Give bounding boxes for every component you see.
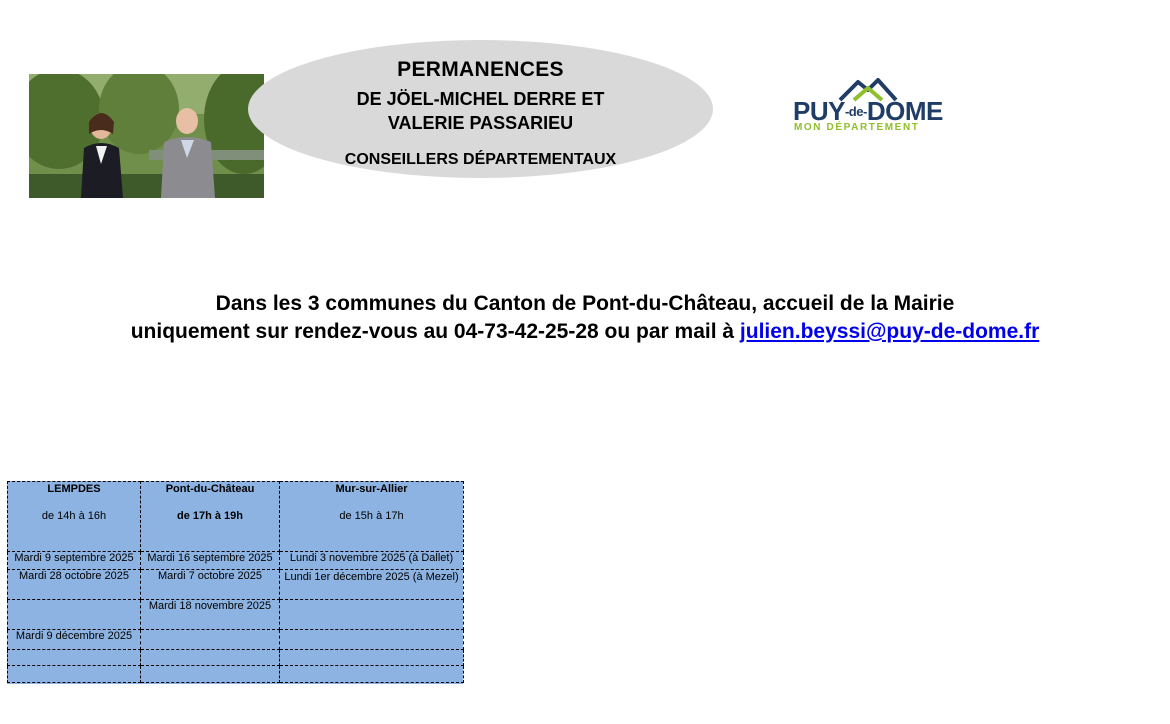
appointment-message (0, 290, 1170, 346)
table-cell (8, 650, 141, 666)
puy-de-dome-logo (790, 74, 950, 136)
table-cell (141, 650, 280, 666)
table-cell: Mardi 9 septembre 2025 (8, 552, 141, 570)
town-name: LEMPDES (47, 483, 101, 495)
councillors-photo (29, 74, 264, 198)
town-hours: de 14h à 16h (41, 510, 107, 522)
message-line-2 (0, 318, 1170, 346)
email-link[interactable]: julien.beyssi@puy-de-dome.fr (739, 320, 1040, 343)
schedule-header-row (8, 482, 464, 552)
town-hours: de 15h à 17h (339, 510, 404, 522)
page-title: PERMANENCES (397, 58, 564, 81)
column-header-mur-sur-allier (280, 482, 464, 552)
table-cell (8, 666, 141, 683)
councillors-names (248, 87, 713, 135)
table-cell (280, 666, 464, 683)
table-cell: Mardi 7 octobre 2025 (141, 570, 280, 600)
table-cell: Mardi 16 septembre 2025 (141, 552, 280, 570)
table-cell: Mardi 18 novembre 2025 (141, 600, 280, 630)
message-line-1: Dans les 3 communes du Canton de Pont-du-Château, accueil de la Mairie (215, 292, 955, 315)
table-row (8, 570, 464, 600)
councillors-role: CONSEILLERS DÉPARTEMENTAUX (344, 151, 617, 168)
table-cell (280, 630, 464, 650)
column-header-pont-du-chateau (141, 482, 280, 552)
table-row (8, 600, 464, 630)
schedule-grid (7, 481, 464, 683)
table-cell (280, 600, 464, 630)
logo-part-2: -de- (844, 104, 867, 119)
column-header-lempdes (8, 482, 141, 552)
table-cell: Mardi 9 décembre 2025 (8, 630, 141, 650)
message-line-2-text: uniquement sur rendez-vous au 04-73-42-25-28 ou par mail à (130, 320, 740, 343)
logo-tagline: MON DÉPARTEMENT (794, 122, 920, 133)
names-line-1: DE JÖEL-MICHEL DERRE ET (356, 89, 605, 109)
table-row (8, 666, 464, 683)
town-hours: de 17h à 19h (176, 510, 244, 522)
table-cell: Lundi 3 novembre 2025 (à Dallet) (280, 552, 464, 570)
table-cell (8, 600, 141, 630)
table-cell (141, 630, 280, 650)
names-line-2: VALERIE PASSARIEU (387, 113, 574, 133)
table-cell (141, 666, 280, 683)
schedule-table (7, 481, 463, 684)
table-row (8, 552, 464, 570)
table-cell (280, 650, 464, 666)
table-row (8, 650, 464, 666)
town-name: Mur-sur-Allier (335, 483, 408, 495)
town-name: Pont-du-Château (165, 483, 255, 495)
logo-part-3: DOME (866, 96, 943, 126)
logo-part-1: PUY (793, 96, 845, 126)
table-row (8, 630, 464, 650)
table-cell: Mardi 28 octobre 2025 (8, 570, 141, 600)
table-cell: Lundi 1er décembre 2025 (à Mezel) (280, 570, 464, 600)
